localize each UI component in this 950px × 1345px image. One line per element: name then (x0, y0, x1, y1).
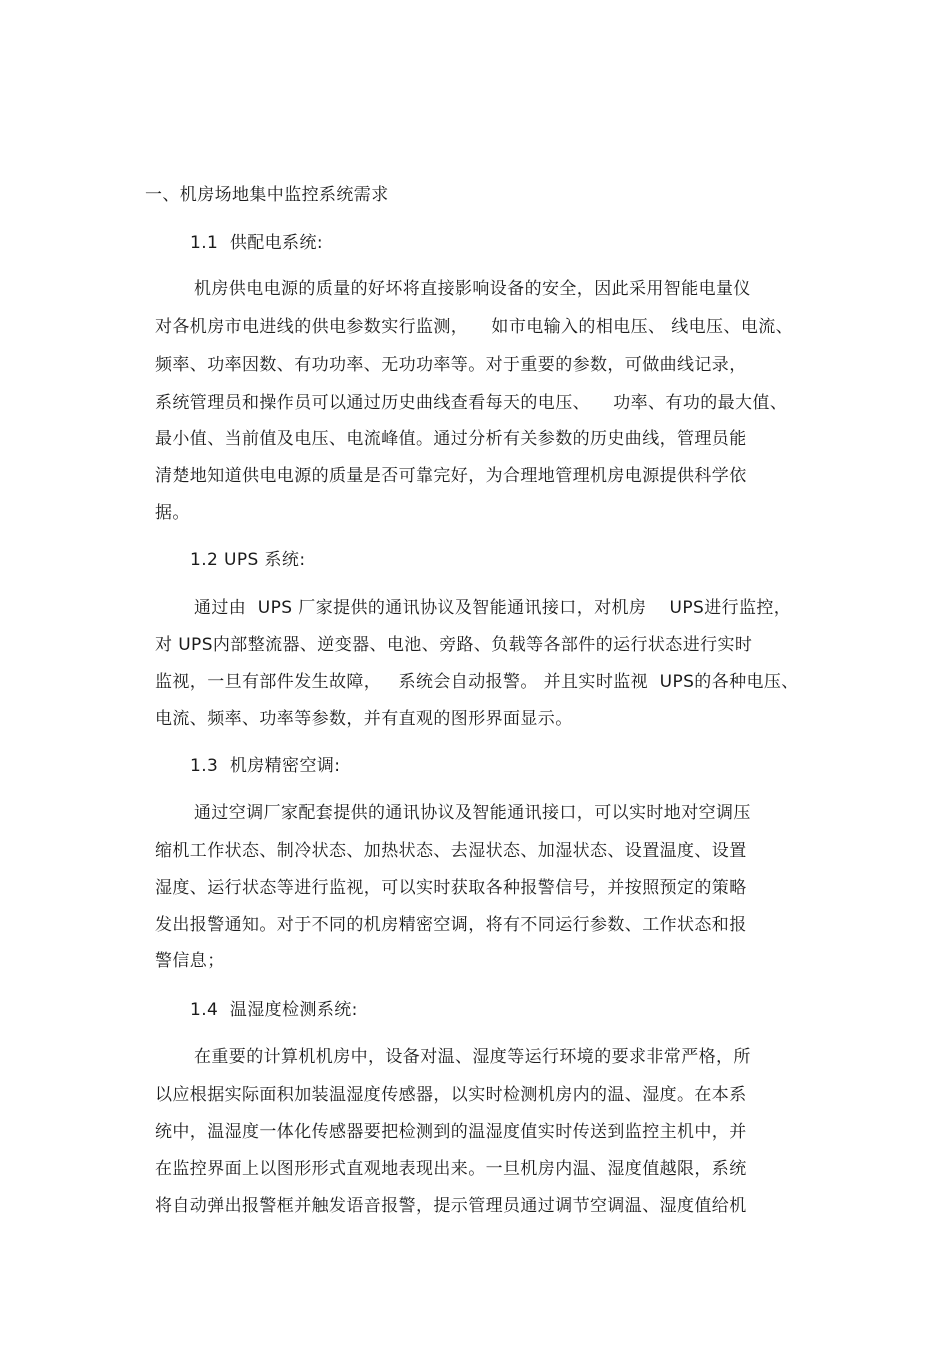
paragraph-line: 机房供电电源的质量的好坏将直接影响设备的安全，因此采用智能电量仪 (194, 279, 751, 299)
paragraph-line: 以应根据实际面积加装温湿度传感器，以实时检测机房内的温、湿度。在本系 (155, 1085, 747, 1105)
paragraph-line: 在重要的计算机机房中，设备对温、湿度等运行环境的要求非常严格，所 (194, 1047, 751, 1067)
paragraph-line: 频率、功率因数、有功功率、无功功率等。对于重要的参数，可做曲线记录， (155, 355, 747, 375)
paragraph-line: 据。 (155, 503, 190, 523)
paragraph-line: 对 UPS内部整流器、逆变器、电池、旁路、负载等各部件的运行状态进行实时 (155, 635, 753, 655)
section-heading-1-2: 1.2 UPS 系统: (190, 550, 306, 570)
paragraph-line: 监视，一旦有部件发生故障， 系统会自动报警。 并且实时监视 UPS的各种电压、 (155, 672, 799, 692)
paragraph-line: 通过由 UPS 厂家提供的通讯协议及智能通讯接口，对机房 UPS进行监控， (194, 598, 792, 618)
document-title: 一、机房场地集中监控系统需求 (145, 185, 389, 205)
paragraph-line: 湿度、运行状态等进行监视，可以实时获取各种报警信号，并按照预定的策略 (155, 878, 747, 898)
paragraph-line: 对各机房市电进线的供电参数实行监测， 如市电输入的相电压、 线电压、电流、 (155, 317, 794, 337)
paragraph-line: 系统管理员和操作员可以通过历史曲线查看每天的电压、 功率、有功的最大值、 (155, 393, 788, 413)
paragraph-line: 统中，温湿度一体化传感器要把检测到的温湿度值实时传送到监控主机中，并 (155, 1122, 747, 1142)
paragraph-line: 电流、频率、功率等参数，并有直观的图形界面显示。 (155, 709, 573, 729)
section-heading-1-3: 1.3 机房精密空调: (190, 756, 341, 776)
paragraph-line: 最小值、当前值及电压、电流峰值。通过分析有关参数的历史曲线，管理员能 (155, 429, 747, 449)
paragraph-line: 在监控界面上以图形形式直观地表现出来。一旦机房内温、湿度值越限，系统 (155, 1159, 747, 1179)
paragraph-line: 通过空调厂家配套提供的通讯协议及智能通讯接口，可以实时地对空调压 (194, 803, 751, 823)
section-heading-1-1: 1.1 供配电系统: (190, 233, 323, 253)
paragraph-line: 发出报警通知。对于不同的机房精密空调，将有不同运行参数、工作状态和报 (155, 915, 747, 935)
paragraph-line: 缩机工作状态、制冷状态、加热状态、去湿状态、加湿状态、设置温度、设置 (155, 841, 747, 861)
paragraph-line: 将自动弹出报警框并触发语音报警，提示管理员通过调节空调温、湿度值给机 (155, 1196, 747, 1216)
section-heading-1-4: 1.4 温湿度检测系统: (190, 1000, 358, 1020)
paragraph-line: 警信息； (155, 951, 225, 971)
paragraph-line: 清楚地知道供电电源的质量是否可靠完好，为合理地管理机房电源提供科学依 (155, 466, 747, 486)
